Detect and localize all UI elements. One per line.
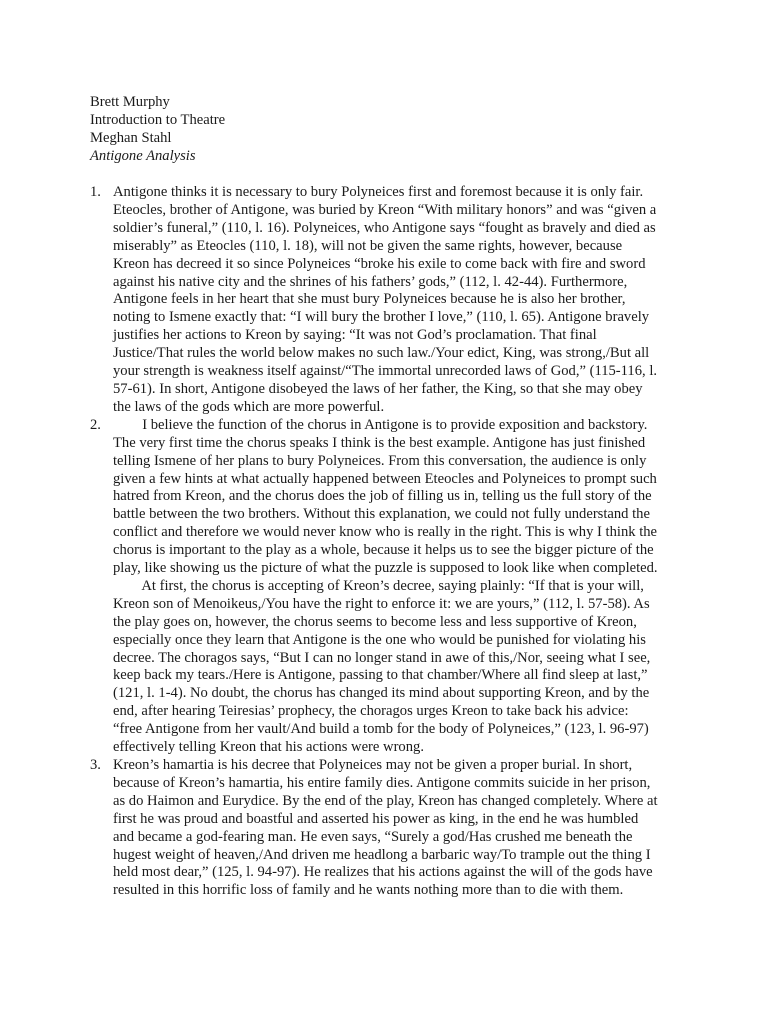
list-item-number: 3. — [90, 757, 101, 773]
paragraph-line: first he was proud and boastful and asserted his power as king, in the end he was humbled — [113, 810, 639, 827]
author-name: Brett Murphy — [90, 94, 170, 110]
paragraph-line: I believe the function of the chorus in Antigone is to provide exposition and backstory. — [113, 416, 648, 433]
paragraph-line: Antigone feels in her heart that she must bury Polyneices because he is also her brother, — [113, 291, 626, 308]
paragraph-line: At first, the chorus is accepting of Kreon’s decree, saying plainly: “If that is your will, — [113, 577, 644, 594]
list-item — [90, 757, 696, 900]
paragraph-line: the play goes on, however, the chorus seems to become less and less supportive of Kreon, — [113, 613, 637, 630]
list-item-number: 1. — [90, 184, 101, 200]
paragraph-line: Kreon’s hamartia is his decree that Polyneices may not be given a proper burial. In short, — [113, 757, 633, 773]
paragraph-line: miserably” as Eteocles (110, l. 18), will not be given the same rights, however, because — [113, 237, 623, 254]
paragraph-line: effectively telling Kreon that his actions were wrong. — [113, 739, 424, 756]
paragraph-line: The very first time the chorus speaks I think is the best example. Antigone has just finished — [113, 434, 646, 451]
paragraph-line: decree. The choragos says, “But I can no longer stand in awe of this,/Nor, seeing what I see, — [113, 649, 651, 666]
instructor-name: Meghan Stahl — [90, 130, 172, 146]
paragraph-line: as do Haimon and Eurydice. By the end of the play, Kreon has changed completely. Where at — [113, 792, 658, 809]
paragraph-line: Justice/That rules the world below makes no such law./Your edict, King, was strong,/But all — [113, 345, 650, 362]
paragraph-line: (121, l. 1-4). No doubt, the chorus has changed its mind about supporting Kreon, and by the — [113, 685, 650, 702]
paragraph-line: justifies her actions to Kreon by saying: “It was not God’s proclamation. That final — [113, 327, 597, 344]
paragraph-line: battle between the two brothers. Without this explanation, we could not fully understand the — [113, 506, 650, 523]
paragraph-line: conflict and therefore we would never know who is really in the right. This is why I think the — [113, 524, 658, 541]
paragraph-line: resulted in this horrific loss of family and he wants nothing more than to die with them. — [113, 882, 624, 899]
paragraph-line: soldier’s funeral,” (110, l. 16). Polyneices, who Antigone says “fought as bravely and died as — [113, 219, 656, 236]
paragraph-line: especially once they learn that Antigone is the one who would be punished for violating his — [113, 631, 646, 648]
course-name: Introduction to Theatre — [90, 112, 226, 128]
paragraph-line: Kreon son of Menoikeus,/You have the right to enforce it: we are yours,” (112, l. 57-58). As — [113, 595, 650, 612]
paragraph-line: hugest weight of heaven,/And driven me headlong a barbaric way/To trample out the thing I — [113, 846, 651, 863]
list-item — [90, 184, 696, 417]
paragraph-line: Eteocles, brother of Antigone, was buried by Kreon “With military honors” and was “given a — [113, 201, 657, 218]
document-header — [90, 93, 225, 165]
paragraph-line: held most dear,” (125, l. 94-97). He realizes that his actions against the will of the gods have — [113, 864, 653, 881]
paragraph-line: “free Antigone from her vault/And build a tomb for the body of Polyneices,” (123, l. 96-97) — [113, 721, 649, 738]
list-item — [90, 417, 696, 757]
paragraph-line: 57-61). In short, Antigone disobeyed the laws of her father, the King, so that she may obey — [113, 380, 643, 397]
paragraph-line: given a few hints at what actually happened between Eteocles and Polyneices to prompt such — [113, 470, 657, 487]
paragraph-line: Antigone thinks it is necessary to bury Polyneices first and foremost because it is only fair. — [113, 184, 644, 200]
paragraph-line: telling Ismene of her plans to bury Polyneices. From this conversation, the audience is only — [113, 452, 647, 469]
paragraph-line: hatred from Kreon, and the chorus does the job of filling us in, telling us the full story of the — [113, 488, 652, 505]
list-item-number: 2. — [90, 416, 101, 433]
paragraph-line: Kreon has decreed it so since Polyneices “broke his exile to come back with fire and sword — [113, 255, 646, 272]
paragraph-line: play, like showing us the picture of what the puzzle is supposed to look like when completed. — [113, 560, 658, 577]
numbered-answer-list — [90, 184, 696, 900]
paragraph-line: against his native city and the shrines of his fathers’ gods,” (112, l. 42-44). Furthermore, — [113, 273, 628, 290]
paragraph-line: chorus is important to the play as a whole, because it helps us to see the bigger picture of the — [113, 542, 654, 559]
paragraph-line: and became a god-fearing man. He even says, “Surely a god/Has crushed me beneath the — [113, 828, 633, 845]
paragraph-line: noting to Ismene exactly that: “I will bury the brother I love,” (110, l. 65). Antigone bravely — [113, 309, 650, 326]
paragraph-line: keep back my tears./Here is Antigone, passing to that chamber/Where all find sleep at last,” — [113, 667, 648, 684]
paragraph-line: the laws of the gods which are more powerful. — [113, 398, 385, 415]
document-title: Antigone Analysis — [90, 148, 196, 164]
paragraph-line: your strength is weakness itself against/“The immortal unrecorded laws of God,” (115-116, l. — [113, 363, 658, 380]
paragraph-line: end, after hearing Teiresias’ prophecy, the choragos urges Kreon to take back his advice: — [113, 703, 629, 720]
paragraph-line: because of Kreon’s hamartia, his entire family dies. Antigone commits suicide in her prison, — [113, 774, 651, 791]
